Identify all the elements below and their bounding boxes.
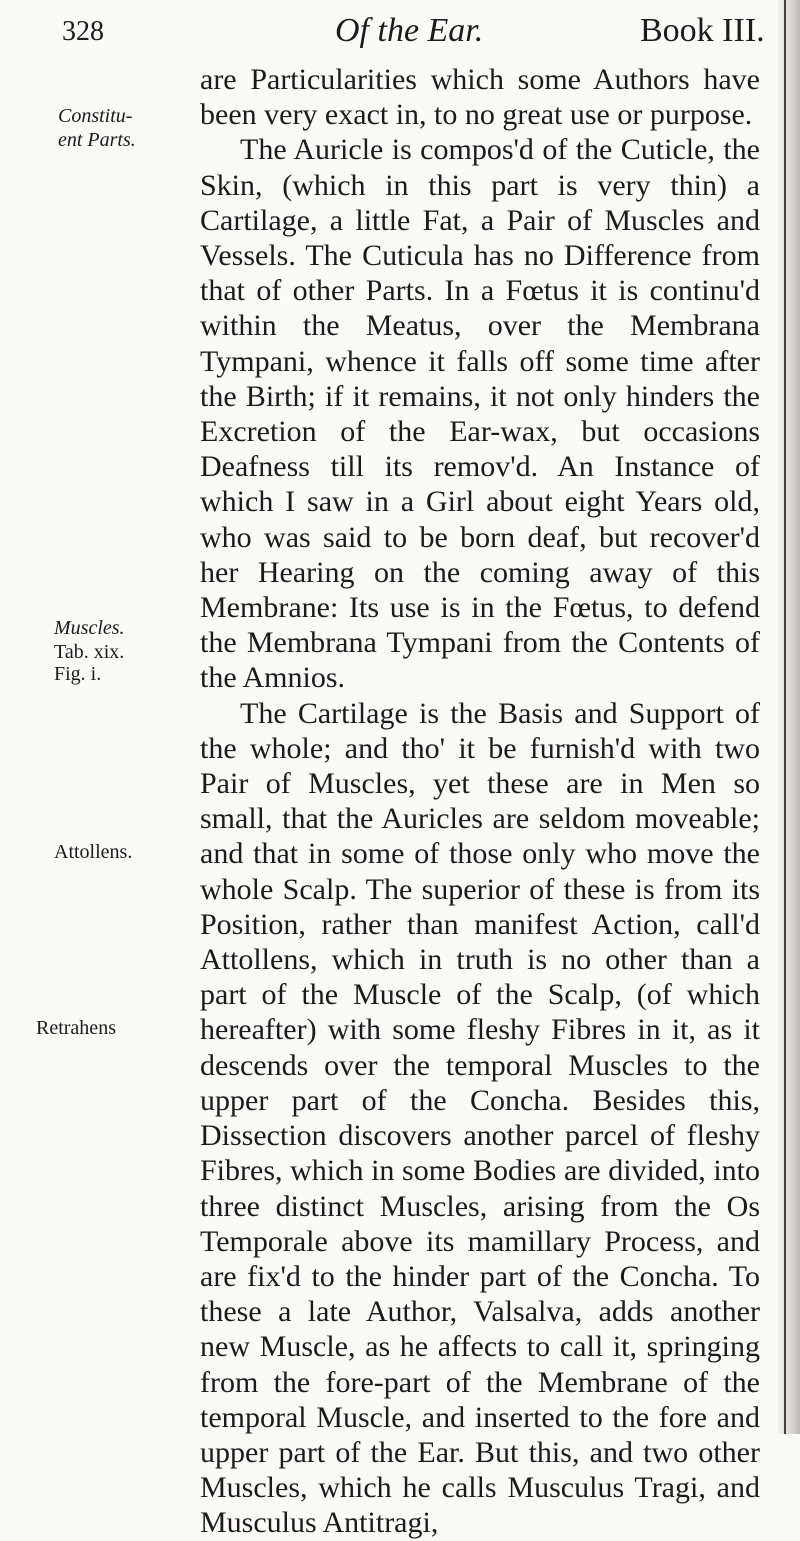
sidenote-attollens: Attollens. (54, 841, 133, 863)
paragraph-2: The Auricle is compos'd of the Cuticle, the Skin, (which in this part is very thin) a Cartilage, a little Fat, a Pair of Muscles and Vessels. The Cuticula has no Difference from that of other Parts. In a Fœtus it is continu'd within the Meatus, over the Membrana Tympani, whence it falls off some time after the Birth; if it remains, it not only hinders the Excretion of the Ear-wax, but occasions Deafness till its remov'd. An Instance of which I saw in a Girl about eight Years old, who was said to be born deaf, but recover'd her Hearing on the coming away of this Membrane: Its use is in the Fœtus, to defend the Membrana Tympani from the Contents of the Amnios. (200, 133, 760, 695)
sidenote-retrahens: Retrahens (36, 1017, 116, 1039)
page-edge-line (784, 0, 786, 1434)
sidenote-constituent-1: Constitu- (58, 105, 133, 127)
page-edge-shadow (778, 0, 800, 1434)
paragraph-3: The Cartilage is the Basis and Support of the whole; and tho' it be furnish'd with two Pair of Muscles, yet these are in Men so small, that the Auricles are seldom moveable; and that in some of those only who move the whole Scalp. The superior of these is from its Position, rather than manifest Action, call'd Attollens, which in truth is no other than a part of the Muscle of the Scalp, (of which hereafter) with some fleshy Fibres in it, as it descends over the temporal Muscles to the upper part of the Concha. Besides this, Dissection discovers another parcel of fleshy Fibres, which in some Bodies are divided, into three distinct Muscles, arising from the Os Temporale above its mamillary Process, and are fix'd to the hinder part of the Concha. To these a late Author, Valsalva, adds another new Muscle, as he affects to call it, springing from the fore-part of the Membrane of the temporal Muscle, and inserted to the fore and upper part of the Ear. But this, and two other Muscles, which he calls Musculus Tragi, and Musculus Antitragi, (200, 696, 760, 1540)
running-title: Of the Ear. (335, 12, 484, 49)
sidenote-tab: Tab. xix. (54, 641, 125, 663)
page-number: 328 (62, 16, 104, 47)
sidenote-muscles: Muscles. (54, 617, 125, 639)
sidenote-fig: Fig. i. (54, 663, 102, 685)
running-header (0, 10, 780, 70)
book-label: Book III. (640, 12, 765, 49)
paragraph-1: are Particularities which some Authors have been very exact in, to no great use or purpose. (200, 63, 760, 132)
body-text (200, 62, 760, 1541)
sidenote-constituent-2: ent Parts. (58, 129, 136, 151)
